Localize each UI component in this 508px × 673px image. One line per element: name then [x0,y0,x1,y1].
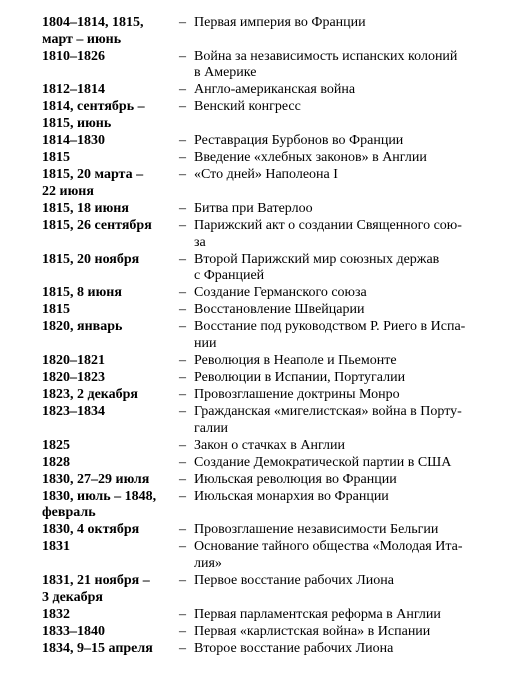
row-date-line: 1832 [42,606,70,622]
row-date-line: 1810–1826 [42,48,105,64]
row-date-line: 1833–1840 [42,623,105,639]
row-dash: – [179,15,186,30]
row-date [42,573,174,606]
row-event [194,353,397,370]
row-date-line: март – июнь [42,31,122,47]
row-event [194,472,397,489]
row-dash: – [179,454,186,470]
row-date-line: 1830, июль – 1848, [42,488,157,504]
row-event [194,522,438,539]
row-date-line: 1831 [42,539,70,555]
row-event-line: Введение «хлебных законов» в Англии [194,150,427,166]
row-event [194,438,345,455]
row-event-line: Революция в Неаполе и Пьемонте [194,352,397,368]
row-date-line: 1815, 26 сентября [42,217,152,233]
row-date-line: 1823, 2 декабря [42,386,139,402]
row-event [194,218,462,251]
row-date-line: 1825 [42,437,70,453]
row-event-line: в Америке [194,65,257,81]
row-event [194,285,367,302]
row-date-line: 1820–1821 [42,352,105,368]
row-event [194,252,439,285]
row-event [194,387,400,404]
row-date [42,489,174,522]
row-date [42,472,174,489]
row-event [194,133,403,150]
row-event [194,624,430,641]
row-dash: – [179,386,186,402]
row-event [194,49,457,82]
row-event [194,99,301,116]
row-event [194,404,462,437]
row-event [194,319,465,352]
row-event [194,302,364,319]
row-date-line: 1815, июнь [42,116,112,132]
row-event-line: «Сто дней» Наполеона I [194,167,338,183]
row-event-line: Закон о стачках в Англии [194,437,346,453]
row-event-line: лия» [194,556,222,571]
row-dash: – [179,573,186,588]
row-dash: – [179,167,186,183]
row-date [42,607,174,624]
row-event [194,607,441,624]
row-date [42,167,174,200]
row-dash: – [179,352,186,368]
row-dash: – [179,99,186,115]
row-event [194,15,366,32]
row-dash: – [179,82,186,98]
row-event-line: Венский конгресс [194,99,301,115]
row-date [42,252,174,269]
row-date-line: 3 декабря [42,589,104,605]
row-date [42,319,174,336]
row-date-line: 1830, 4 октября [42,522,140,538]
row-event-line: Создание Германского союза [194,285,367,301]
row-event [194,489,389,506]
row-date [42,522,174,539]
row-event-line: Провозглашение доктрины Монро [194,386,400,402]
row-event-line: Основание тайного общества «Молодая Ита- [194,539,463,555]
row-date-line: 1815, 8 июня [42,285,122,301]
row-date [42,218,174,235]
row-date-line: 1828 [42,454,70,470]
row-event-line: Восстание под руководством Р. Риего в Испа- [194,319,466,335]
row-event-line: нии [194,335,217,351]
row-event-line: Первая парламентская реформа в Англии [194,606,441,622]
row-date-line: 1815 [42,150,70,166]
row-dash: – [179,437,186,453]
row-date-line: 1804–1814, 1815, [42,15,144,30]
row-event-line: Реставрация Бурбонов во Франции [194,133,404,149]
row-date [42,353,174,370]
row-date [42,15,174,48]
row-date-line: 1820, январь [42,319,123,335]
row-event-line: Битва при Ватерлоо [194,200,313,216]
row-date-line: февраль [42,505,96,521]
row-event-line: Восстановление Швейцарии [194,302,365,318]
row-dash: – [179,471,186,487]
row-dash: – [179,522,186,538]
row-date [42,370,174,387]
row-event-line: Революции в Испании, Португалии [194,369,406,385]
row-event [194,201,313,218]
row-dash: – [179,285,186,301]
row-date [42,133,174,150]
row-date-line: 1830, 27–29 июля [42,471,150,487]
row-date-line: 1820–1823 [42,369,105,385]
row-date-line: 1814–1830 [42,133,105,149]
row-event-line: за [194,234,206,250]
row-event [194,539,463,572]
row-dash: – [179,251,186,267]
row-date [42,49,174,66]
row-event-line: Провозглашение независимости Бельгии [194,522,439,538]
row-dash: – [179,217,186,233]
row-event-line: Первое восстание рабочих Лиона [194,573,394,588]
row-event-line: Война за независимость испанских колоний [194,48,458,64]
row-date-line: 1812–1814 [42,82,105,98]
row-event-line: Второй Парижский мир союзных держав [194,251,440,267]
row-event-line: Второе восстание рабочих Лиона [194,640,394,656]
row-date-line: 1815, 20 марта – [42,167,144,183]
row-dash: – [179,539,186,555]
row-date [42,99,174,132]
row-dash: – [179,48,186,64]
row-date-line: 1834, 9–15 апреля [42,640,153,656]
row-date [42,438,174,455]
row-date [42,285,174,302]
row-event-line: Июльская монархия во Франции [194,488,389,504]
row-event [194,455,451,472]
row-date-line: 1815, 20 ноября [42,251,140,267]
row-dash: – [179,623,186,639]
row-event-line: галии [194,420,229,436]
row-event [194,150,427,167]
row-date [42,201,174,218]
row-event [194,641,393,658]
row-event-line: Гражданская «мигелистская» война в Порту- [194,403,462,419]
row-date [42,387,174,404]
row-date [42,455,174,472]
row-date-line: 1815, 18 июня [42,200,129,216]
row-event [194,370,405,387]
row-event-line: Первая «карлистская война» в Испании [194,623,431,639]
row-date-line: 1815 [42,302,70,318]
row-dash: – [179,302,186,318]
row-event-line: Июльская революция во Франции [194,471,397,487]
row-date-line: 1831, 21 ноября – [42,573,150,588]
row-date-line: 22 июня [42,183,94,199]
row-dash: – [179,606,186,622]
row-dash: – [179,319,186,335]
row-event [194,167,338,184]
row-event-line: Создание Демократической партии в США [194,454,452,470]
row-event [194,573,394,590]
row-date [42,404,174,421]
row-date [42,82,174,99]
row-event-line: Англо-американская война [194,82,356,98]
row-date [42,641,174,658]
row-date [42,150,174,167]
row-dash: – [179,640,186,656]
row-event-line: Парижский акт о создании Священного сою- [194,217,462,233]
row-event-line: Первая империя во Франции [194,15,366,30]
row-date [42,539,174,556]
row-dash: – [179,488,186,504]
row-event [194,82,355,99]
row-date [42,624,174,641]
row-event-line: с Францией [194,268,265,284]
row-date [42,302,174,319]
row-dash: – [179,369,186,385]
row-dash: – [179,150,186,166]
row-dash: – [179,403,186,419]
row-dash: – [179,200,186,216]
row-dash: – [179,133,186,149]
row-date-line: 1823–1834 [42,403,105,419]
row-date-line: 1814, сентябрь – [42,99,145,115]
